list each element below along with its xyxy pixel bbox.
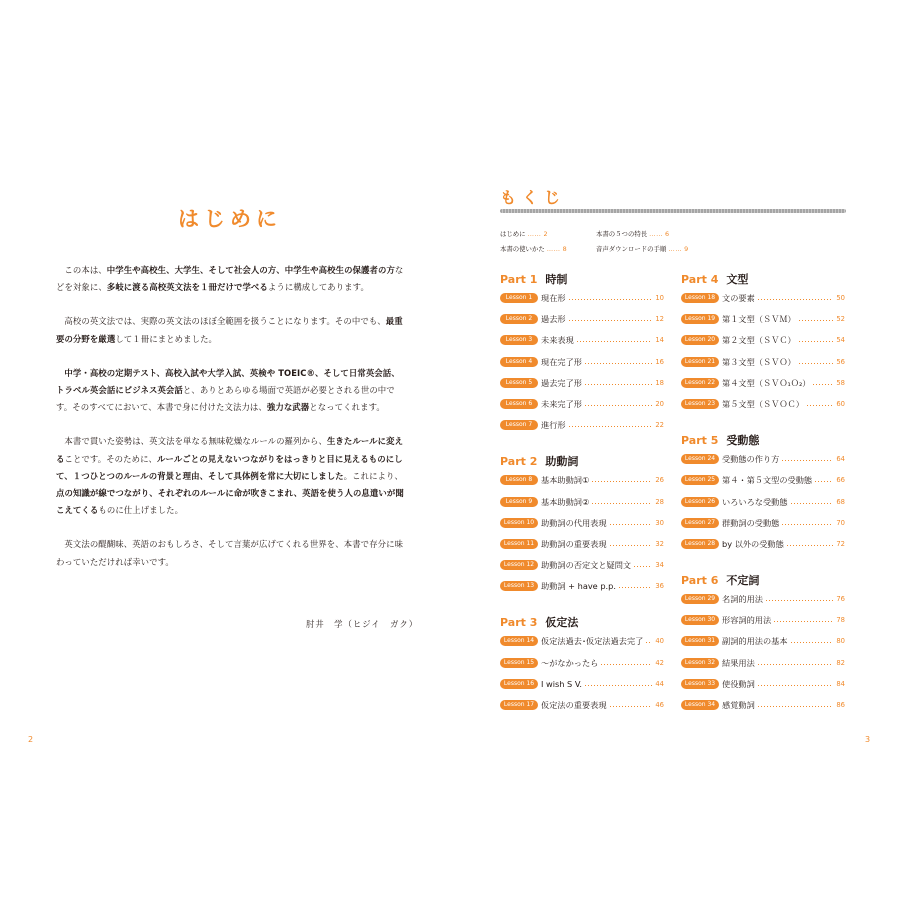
lesson-badge: Lesson 31 bbox=[681, 636, 719, 646]
toc-column-right bbox=[681, 271, 845, 720]
lesson-page-number: 10 bbox=[655, 294, 664, 302]
lesson-page-number: 28 bbox=[655, 497, 664, 506]
text-run-bold: 点の知識が線でつながり、それぞれのルールに命が吹きこまれ、英語を使う人の息遣いが聞こえてくる bbox=[56, 488, 404, 516]
leader-dots bbox=[585, 685, 652, 686]
leader-dots bbox=[799, 363, 834, 364]
part-spacer bbox=[681, 559, 845, 572]
text-run: 高校の英文法では、実際の英文法のほぼ全範囲を扱うことになります。その中でも、 bbox=[64, 316, 386, 327]
lesson-badge: Lesson 9 bbox=[500, 497, 538, 507]
leader-dots: …… bbox=[668, 245, 683, 253]
intro-paragraph-2 bbox=[56, 313, 406, 347]
leader-dots bbox=[758, 685, 834, 686]
leader-dots bbox=[585, 384, 652, 385]
lesson-page-number: 70 bbox=[836, 518, 845, 527]
lesson-page-number: 18 bbox=[655, 378, 664, 387]
front-matter-item[interactable] bbox=[500, 229, 548, 238]
leader-dots bbox=[815, 481, 833, 482]
front-matter-label: 本書の５つの特長 bbox=[596, 230, 648, 238]
lesson-badge: Lesson 33 bbox=[681, 679, 719, 689]
leader-dots: …… bbox=[527, 230, 542, 238]
lesson-page-number: 36 bbox=[655, 582, 664, 591]
lesson-page-number: 82 bbox=[836, 658, 845, 667]
part-spacer bbox=[681, 419, 845, 432]
toc-lesson-row[interactable] bbox=[500, 517, 664, 538]
lesson-page-number: 66 bbox=[836, 476, 845, 485]
leader-dots bbox=[782, 460, 833, 461]
part-title: 仮定法 bbox=[545, 616, 579, 630]
toc-title-rule bbox=[500, 209, 846, 213]
toc-lesson-row[interactable] bbox=[681, 292, 845, 313]
part-title: 文型 bbox=[726, 273, 749, 286]
lesson-badge: Lesson 10 bbox=[500, 518, 538, 528]
leader-dots bbox=[791, 642, 834, 643]
leader-dots bbox=[585, 363, 652, 364]
intro-title: はじめに bbox=[178, 207, 282, 231]
lesson-title: 第３文型（ＳＶＯ） bbox=[722, 356, 796, 367]
intro-body bbox=[56, 262, 406, 588]
lesson-title: 未来表現 bbox=[541, 335, 574, 346]
part-heading bbox=[500, 453, 664, 474]
lesson-page-number: 84 bbox=[836, 679, 845, 688]
part-heading bbox=[681, 432, 845, 453]
leader-dots bbox=[619, 587, 652, 588]
lesson-badge: Lesson 19 bbox=[681, 314, 719, 324]
lesson-page-number: 54 bbox=[836, 336, 845, 345]
lesson-page-number: 68 bbox=[836, 497, 845, 506]
leader-dots bbox=[766, 600, 833, 601]
leader-dots bbox=[813, 384, 833, 385]
text-run: して１冊にまとめました。 bbox=[115, 333, 218, 344]
lesson-page-number: 50 bbox=[836, 294, 845, 302]
part-title: 時制 bbox=[545, 273, 568, 286]
toc-lesson-row[interactable] bbox=[500, 635, 664, 656]
lesson-badge: Lesson 29 bbox=[681, 594, 719, 604]
lesson-title: 仮定法の重要表現 bbox=[541, 700, 607, 710]
front-matter-label: はじめに bbox=[500, 230, 526, 238]
front-matter-page: 2 bbox=[543, 230, 548, 238]
lesson-page-number: 60 bbox=[836, 399, 845, 408]
leader-dots bbox=[569, 299, 653, 300]
lesson-page-number: 72 bbox=[836, 539, 845, 548]
text-run-bold: 生きたルールに変える bbox=[56, 436, 404, 464]
lesson-page-number: 64 bbox=[836, 455, 845, 464]
lesson-title: 第４・第５文型の受動態 bbox=[722, 475, 813, 486]
lesson-badge: Lesson 2 bbox=[500, 314, 538, 324]
part-spacer bbox=[500, 440, 664, 453]
lesson-badge: Lesson 15 bbox=[500, 658, 538, 668]
lesson-title: 受動態の作り方 bbox=[722, 454, 780, 465]
leader-dots bbox=[592, 481, 652, 482]
lesson-badge: Lesson 20 bbox=[681, 335, 719, 345]
toc-lesson-row[interactable] bbox=[681, 356, 845, 377]
text-run: と、ありとあらゆる場面で英語が必要とされる世の中です。そのすべてにおいて、本書で身に付けた文法力は、 bbox=[56, 385, 395, 413]
intro-paragraph-4 bbox=[56, 433, 406, 519]
toc-lesson-row[interactable] bbox=[500, 699, 664, 720]
lesson-page-number: 52 bbox=[836, 315, 845, 324]
text-run: などを対象に、 bbox=[56, 265, 404, 293]
part-number: Part 6 bbox=[681, 574, 719, 588]
lesson-title: 第２文型（ＳＶＣ） bbox=[722, 335, 796, 346]
toc-lesson-row[interactable] bbox=[500, 334, 664, 355]
leader-dots bbox=[610, 545, 653, 546]
lesson-title: 助動詞 + have p.p. bbox=[541, 581, 616, 592]
lesson-title: 現在完了形 bbox=[541, 356, 582, 367]
toc-lesson-row[interactable] bbox=[681, 496, 845, 517]
lesson-title: 助動詞の否定文と疑問文 bbox=[541, 560, 632, 571]
lesson-badge: Lesson 11 bbox=[500, 539, 538, 549]
leader-dots bbox=[610, 524, 653, 525]
toc-lesson-row[interactable] bbox=[500, 496, 664, 517]
lesson-title: ～がなかったら bbox=[541, 657, 599, 668]
lesson-title: 過去形 bbox=[541, 314, 566, 325]
leader-dots bbox=[758, 664, 834, 665]
lesson-title: 形容詞的用法 bbox=[722, 615, 772, 626]
toc-lesson-row[interactable] bbox=[681, 657, 845, 678]
part-title: 受動態 bbox=[726, 434, 760, 448]
toc-lesson-row[interactable] bbox=[681, 313, 845, 334]
part-title: 助動詞 bbox=[545, 455, 579, 469]
lesson-title: 基本助動詞① bbox=[541, 475, 590, 486]
toc-lesson-row[interactable] bbox=[500, 580, 664, 601]
text-run-bold: 多岐に渡る高校英文法を１冊だけで学べる bbox=[106, 282, 268, 293]
leader-dots bbox=[610, 706, 653, 707]
lesson-title: by 以外の受動態 bbox=[722, 538, 784, 549]
intro-paragraph-1 bbox=[56, 262, 406, 296]
lesson-page-number: 42 bbox=[655, 658, 664, 667]
toc-lesson-row[interactable] bbox=[500, 559, 664, 580]
lesson-page-number: 58 bbox=[836, 378, 845, 387]
toc-lesson-row[interactable] bbox=[681, 538, 845, 559]
leader-dots: …… bbox=[649, 230, 663, 238]
front-matter-page: 8 bbox=[562, 245, 567, 253]
lesson-badge: Lesson 8 bbox=[500, 475, 538, 485]
leader-dots bbox=[799, 320, 834, 321]
front-matter-item[interactable] bbox=[500, 244, 567, 253]
front-matter-item[interactable] bbox=[596, 229, 669, 238]
toc-lesson-row[interactable] bbox=[500, 538, 664, 559]
lesson-title: 進行形 bbox=[541, 420, 566, 431]
lesson-badge: Lesson 21 bbox=[681, 357, 719, 367]
leader-dots: …… bbox=[546, 245, 561, 253]
lesson-title: 助動詞の代用表現 bbox=[541, 517, 607, 528]
toc-lesson-row[interactable] bbox=[500, 678, 664, 699]
part-number: Part 3 bbox=[500, 616, 538, 630]
leader-dots bbox=[799, 341, 834, 342]
text-run: となってくれます。 bbox=[309, 402, 385, 413]
lesson-page-number: 22 bbox=[655, 421, 664, 430]
lesson-badge: Lesson 25 bbox=[681, 475, 719, 485]
lesson-badge: Lesson 18 bbox=[681, 293, 719, 303]
text-run: 本書で貫いた姿勢は、英文法を単なる無味乾燥なルールの羅列から、 bbox=[64, 436, 327, 447]
toc-title: もくじ bbox=[500, 188, 567, 207]
text-run: ように構成してあります。 bbox=[267, 282, 369, 293]
lesson-badge: Lesson 24 bbox=[681, 454, 719, 464]
toc-lesson-row[interactable] bbox=[500, 292, 664, 313]
lesson-badge: Lesson 6 bbox=[500, 399, 538, 409]
lesson-title: 副詞的用法の基本 bbox=[722, 636, 788, 647]
lesson-title: 使役動詞 bbox=[722, 678, 755, 689]
toc-lesson-row[interactable] bbox=[681, 334, 845, 355]
toc-column-left bbox=[500, 271, 664, 720]
lesson-title: 第４文型（ＳＶＯ₁Ｏ₂） bbox=[722, 377, 811, 388]
lesson-page-number: 86 bbox=[836, 701, 845, 709]
text-run-bold: 中学生や高校生、大学生、そして社会人の方、中学生や高校生の保護者の方 bbox=[106, 265, 395, 275]
leader-dots bbox=[585, 405, 652, 406]
lesson-title: 基本助動詞② bbox=[541, 496, 590, 507]
lesson-title: I wish S V. bbox=[541, 678, 582, 689]
text-run: ことです。そのために、 bbox=[64, 453, 158, 464]
lesson-title: 第５文型（ＳＶＯＣ） bbox=[722, 398, 804, 409]
lesson-badge: Lesson 4 bbox=[500, 357, 538, 367]
toc-lesson-row[interactable] bbox=[500, 313, 664, 334]
lesson-badge: Lesson 32 bbox=[681, 658, 719, 668]
part-heading bbox=[681, 271, 845, 292]
part-title: 不定詞 bbox=[726, 574, 760, 588]
lesson-title: 仮定法過去･仮定法過去完了 bbox=[541, 636, 644, 647]
lesson-badge: Lesson 13 bbox=[500, 581, 538, 591]
lesson-badge: Lesson 28 bbox=[681, 539, 719, 549]
part-number: Part 5 bbox=[681, 434, 719, 448]
toc-lesson-row[interactable] bbox=[681, 377, 845, 398]
text-run: この本は、 bbox=[64, 265, 107, 275]
toc-lesson-row[interactable] bbox=[681, 614, 845, 635]
leader-dots bbox=[774, 621, 833, 622]
toc-lesson-row[interactable] bbox=[500, 419, 664, 440]
front-matter-item[interactable] bbox=[596, 244, 688, 253]
lesson-title: 文の要素 bbox=[722, 293, 755, 303]
toc-lesson-row[interactable] bbox=[500, 474, 664, 495]
text-run: 英文法の醍醐味、英語のおもしろさ、そして言葉が広げてくれる世界を、本書で存分に味わっていただければ幸いです。 bbox=[56, 539, 404, 567]
front-matter-page: 9 bbox=[684, 245, 689, 253]
toc-lesson-row[interactable] bbox=[681, 398, 845, 419]
lesson-page-number: 80 bbox=[836, 637, 845, 646]
lesson-title: 名詞的用法 bbox=[722, 594, 763, 605]
page-number-left: 2 bbox=[28, 735, 34, 744]
part-heading bbox=[500, 614, 664, 635]
text-run: ものに仕上げました。 bbox=[98, 505, 184, 516]
toc-lesson-row[interactable] bbox=[681, 593, 845, 614]
toc-lesson-row[interactable] bbox=[681, 635, 845, 656]
lesson-badge: Lesson 34 bbox=[681, 700, 719, 710]
lesson-title: 過去完了形 bbox=[541, 377, 582, 388]
toc-lesson-row[interactable] bbox=[681, 678, 845, 699]
lesson-page-number: 30 bbox=[655, 518, 664, 527]
lesson-title: 第１文型（ＳＶＭ） bbox=[722, 314, 796, 325]
lesson-title: 群動詞の受動態 bbox=[722, 517, 780, 528]
leader-dots bbox=[569, 320, 653, 321]
lesson-title: いろいろな受動態 bbox=[722, 496, 788, 507]
lesson-page-number: 46 bbox=[655, 701, 664, 709]
lesson-badge: Lesson 1 bbox=[500, 293, 538, 303]
lesson-page-number: 44 bbox=[655, 679, 664, 688]
toc-lesson-row[interactable] bbox=[681, 517, 845, 538]
lesson-page-number: 56 bbox=[836, 357, 845, 366]
front-matter-label: 音声ダウンロードの手順 bbox=[596, 245, 667, 253]
lesson-badge: Lesson 14 bbox=[500, 636, 538, 646]
leader-dots bbox=[787, 545, 834, 546]
toc-lesson-row[interactable] bbox=[500, 377, 664, 398]
intro-paragraph-5 bbox=[56, 536, 406, 570]
part-number: Part 1 bbox=[500, 273, 538, 286]
lesson-badge: Lesson 23 bbox=[681, 399, 719, 409]
lesson-page-number: 20 bbox=[655, 399, 664, 408]
lesson-title: 未来完了形 bbox=[541, 398, 582, 409]
leader-dots bbox=[577, 341, 653, 342]
front-matter-page: 6 bbox=[665, 230, 670, 238]
lesson-badge: Lesson 3 bbox=[500, 335, 538, 345]
lesson-page-number: 12 bbox=[655, 315, 664, 324]
leader-dots bbox=[782, 524, 833, 525]
lesson-page-number: 16 bbox=[655, 357, 664, 366]
leader-dots bbox=[807, 405, 833, 406]
lesson-page-number: 14 bbox=[655, 336, 664, 345]
lesson-badge: Lesson 22 bbox=[681, 378, 719, 388]
lesson-badge: Lesson 26 bbox=[681, 497, 719, 507]
lesson-badge: Lesson 5 bbox=[500, 378, 538, 388]
lesson-title: 結果用法 bbox=[722, 657, 755, 668]
lesson-page-number: 34 bbox=[655, 561, 664, 570]
leader-dots bbox=[592, 503, 652, 504]
author-name: 肘井 学（ヒジイ ガク） bbox=[306, 619, 419, 629]
toc-lesson-row[interactable] bbox=[681, 453, 845, 474]
lesson-badge: Lesson 16 bbox=[500, 679, 538, 689]
lesson-page-number: 76 bbox=[836, 595, 845, 604]
leader-dots bbox=[634, 566, 652, 567]
lesson-badge: Lesson 7 bbox=[500, 420, 538, 430]
lesson-title: 感覚動詞 bbox=[722, 700, 755, 710]
intro-paragraph-3 bbox=[56, 365, 406, 417]
leader-dots bbox=[646, 642, 652, 643]
lesson-badge: Lesson 17 bbox=[500, 700, 538, 710]
page-number-right: 3 bbox=[865, 735, 871, 744]
lesson-badge: Lesson 12 bbox=[500, 560, 538, 570]
leader-dots bbox=[791, 503, 834, 504]
part-number: Part 4 bbox=[681, 273, 719, 286]
text-run-bold: ルールごとの見えないつながりをはっきりと目に見えるものにして、１つひとつのルールの背景と理由、そして具体例を常に大切にしました bbox=[56, 453, 403, 481]
leader-dots bbox=[758, 706, 834, 707]
part-spacer bbox=[500, 601, 664, 614]
lesson-page-number: 26 bbox=[655, 476, 664, 485]
lesson-title: 現在形 bbox=[541, 293, 566, 303]
text-run-bold: 最重要の分野を厳選 bbox=[56, 316, 403, 344]
lesson-badge: Lesson 30 bbox=[681, 615, 719, 625]
leader-dots bbox=[758, 299, 834, 300]
lesson-badge: Lesson 27 bbox=[681, 518, 719, 528]
lesson-page-number: 78 bbox=[836, 616, 845, 625]
toc-lesson-row[interactable] bbox=[500, 657, 664, 678]
text-run: 。これにより、 bbox=[343, 470, 403, 481]
toc-lesson-row[interactable] bbox=[681, 474, 845, 495]
leader-dots bbox=[601, 664, 652, 665]
toc-lesson-row[interactable] bbox=[500, 398, 664, 419]
lesson-title: 助動詞の重要表現 bbox=[541, 538, 607, 549]
part-heading bbox=[500, 271, 664, 292]
part-number: Part 2 bbox=[500, 455, 538, 469]
lesson-page-number: 32 bbox=[655, 539, 664, 548]
text-run-bold: 強力な武器 bbox=[266, 402, 310, 413]
lesson-page-number: 40 bbox=[655, 637, 664, 646]
leader-dots bbox=[569, 426, 653, 427]
front-matter-label: 本書の使いかた bbox=[500, 245, 545, 253]
text-run-bold: 中学・高校の定期テスト、高校入試や大学入試、英検や TOEIC®、そして日常英会話、トラベル英会話にビジネス英会話 bbox=[56, 367, 400, 396]
toc-lesson-row[interactable] bbox=[681, 699, 845, 720]
toc-lesson-row[interactable] bbox=[500, 356, 664, 377]
part-heading bbox=[681, 572, 845, 593]
